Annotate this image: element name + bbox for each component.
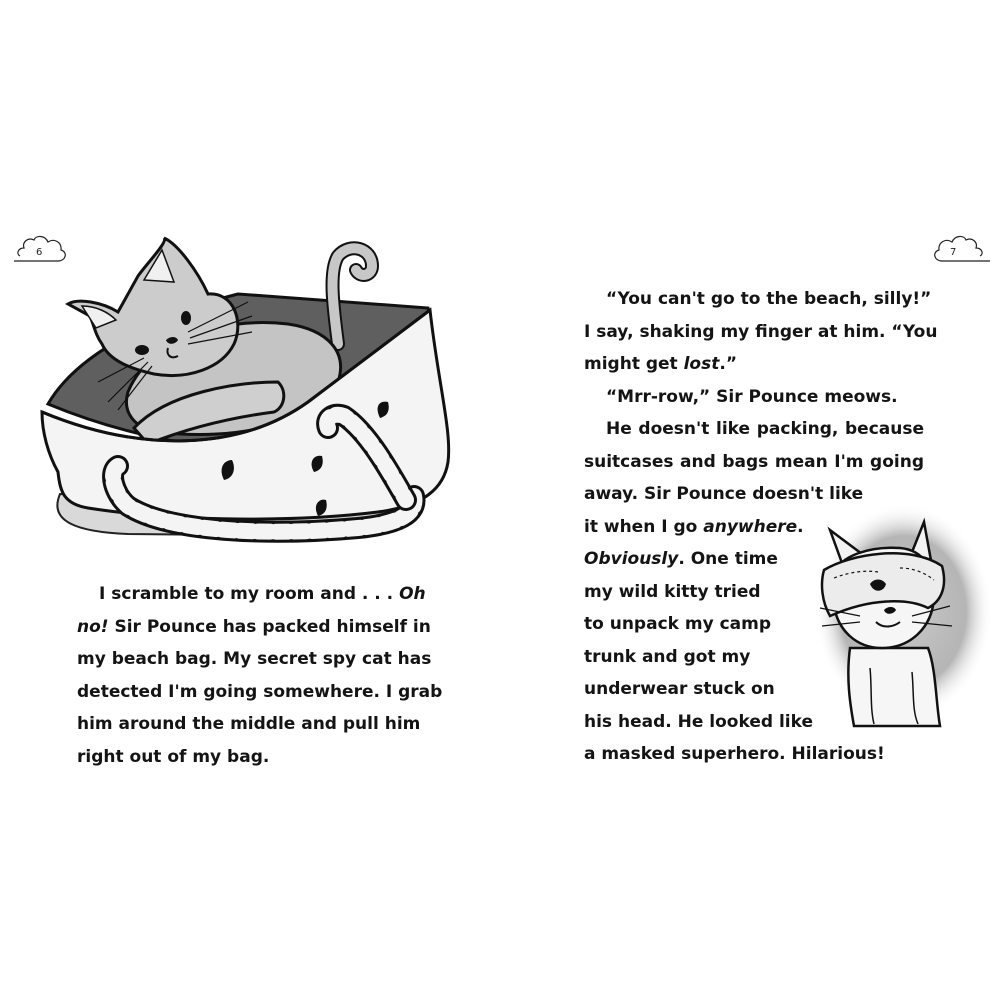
text-line: suitcases and bags mean I'm going [584, 451, 924, 472]
text-line: “You can't go to the beach, silly!” [606, 289, 932, 309]
left-page-paragraph [77, 578, 443, 773]
text-line: a masked superhero. Hilarious! [584, 744, 885, 764]
text-line: my wild kitty tried [584, 581, 761, 602]
text-line: to unpack my camp [584, 614, 772, 634]
text-line: him around the middle and pull him [77, 714, 421, 734]
cat-with-underwear-illustration [800, 498, 998, 730]
text-line: right out of my bag. [77, 746, 270, 767]
text-line: I say, shaking my finger at him. “You [584, 321, 938, 342]
text-line: my beach bag. My secret spy cat has [77, 649, 432, 669]
page-number-left: 6 [36, 247, 43, 258]
page-number-right: 7 [950, 247, 957, 258]
text-line: his head. He looked like [584, 711, 813, 732]
text-line: it when I go anywhere. [584, 516, 804, 537]
text-line: might get lost.” [584, 354, 738, 374]
text-line: detected I'm going somewhere. I grab [77, 681, 443, 702]
text-line: He doesn't like packing, because [606, 419, 924, 439]
text-line: “Mrr-row,” Sir Pounce meows. [606, 386, 898, 407]
text-line: away. Sir Pounce doesn't like [584, 484, 864, 504]
text-line: I scramble to my room and . . . Oh [99, 584, 426, 604]
text-line: Obviously. One time [584, 549, 778, 569]
text-line: underwear stuck on [584, 679, 775, 699]
text-line: no! Sir Pounce has packed himself in [77, 616, 431, 637]
cat-in-beach-bag-illustration [38, 232, 456, 562]
page-number-badge-right [926, 228, 990, 262]
text-line: trunk and got my [584, 646, 751, 667]
cloud-icon [926, 228, 990, 262]
